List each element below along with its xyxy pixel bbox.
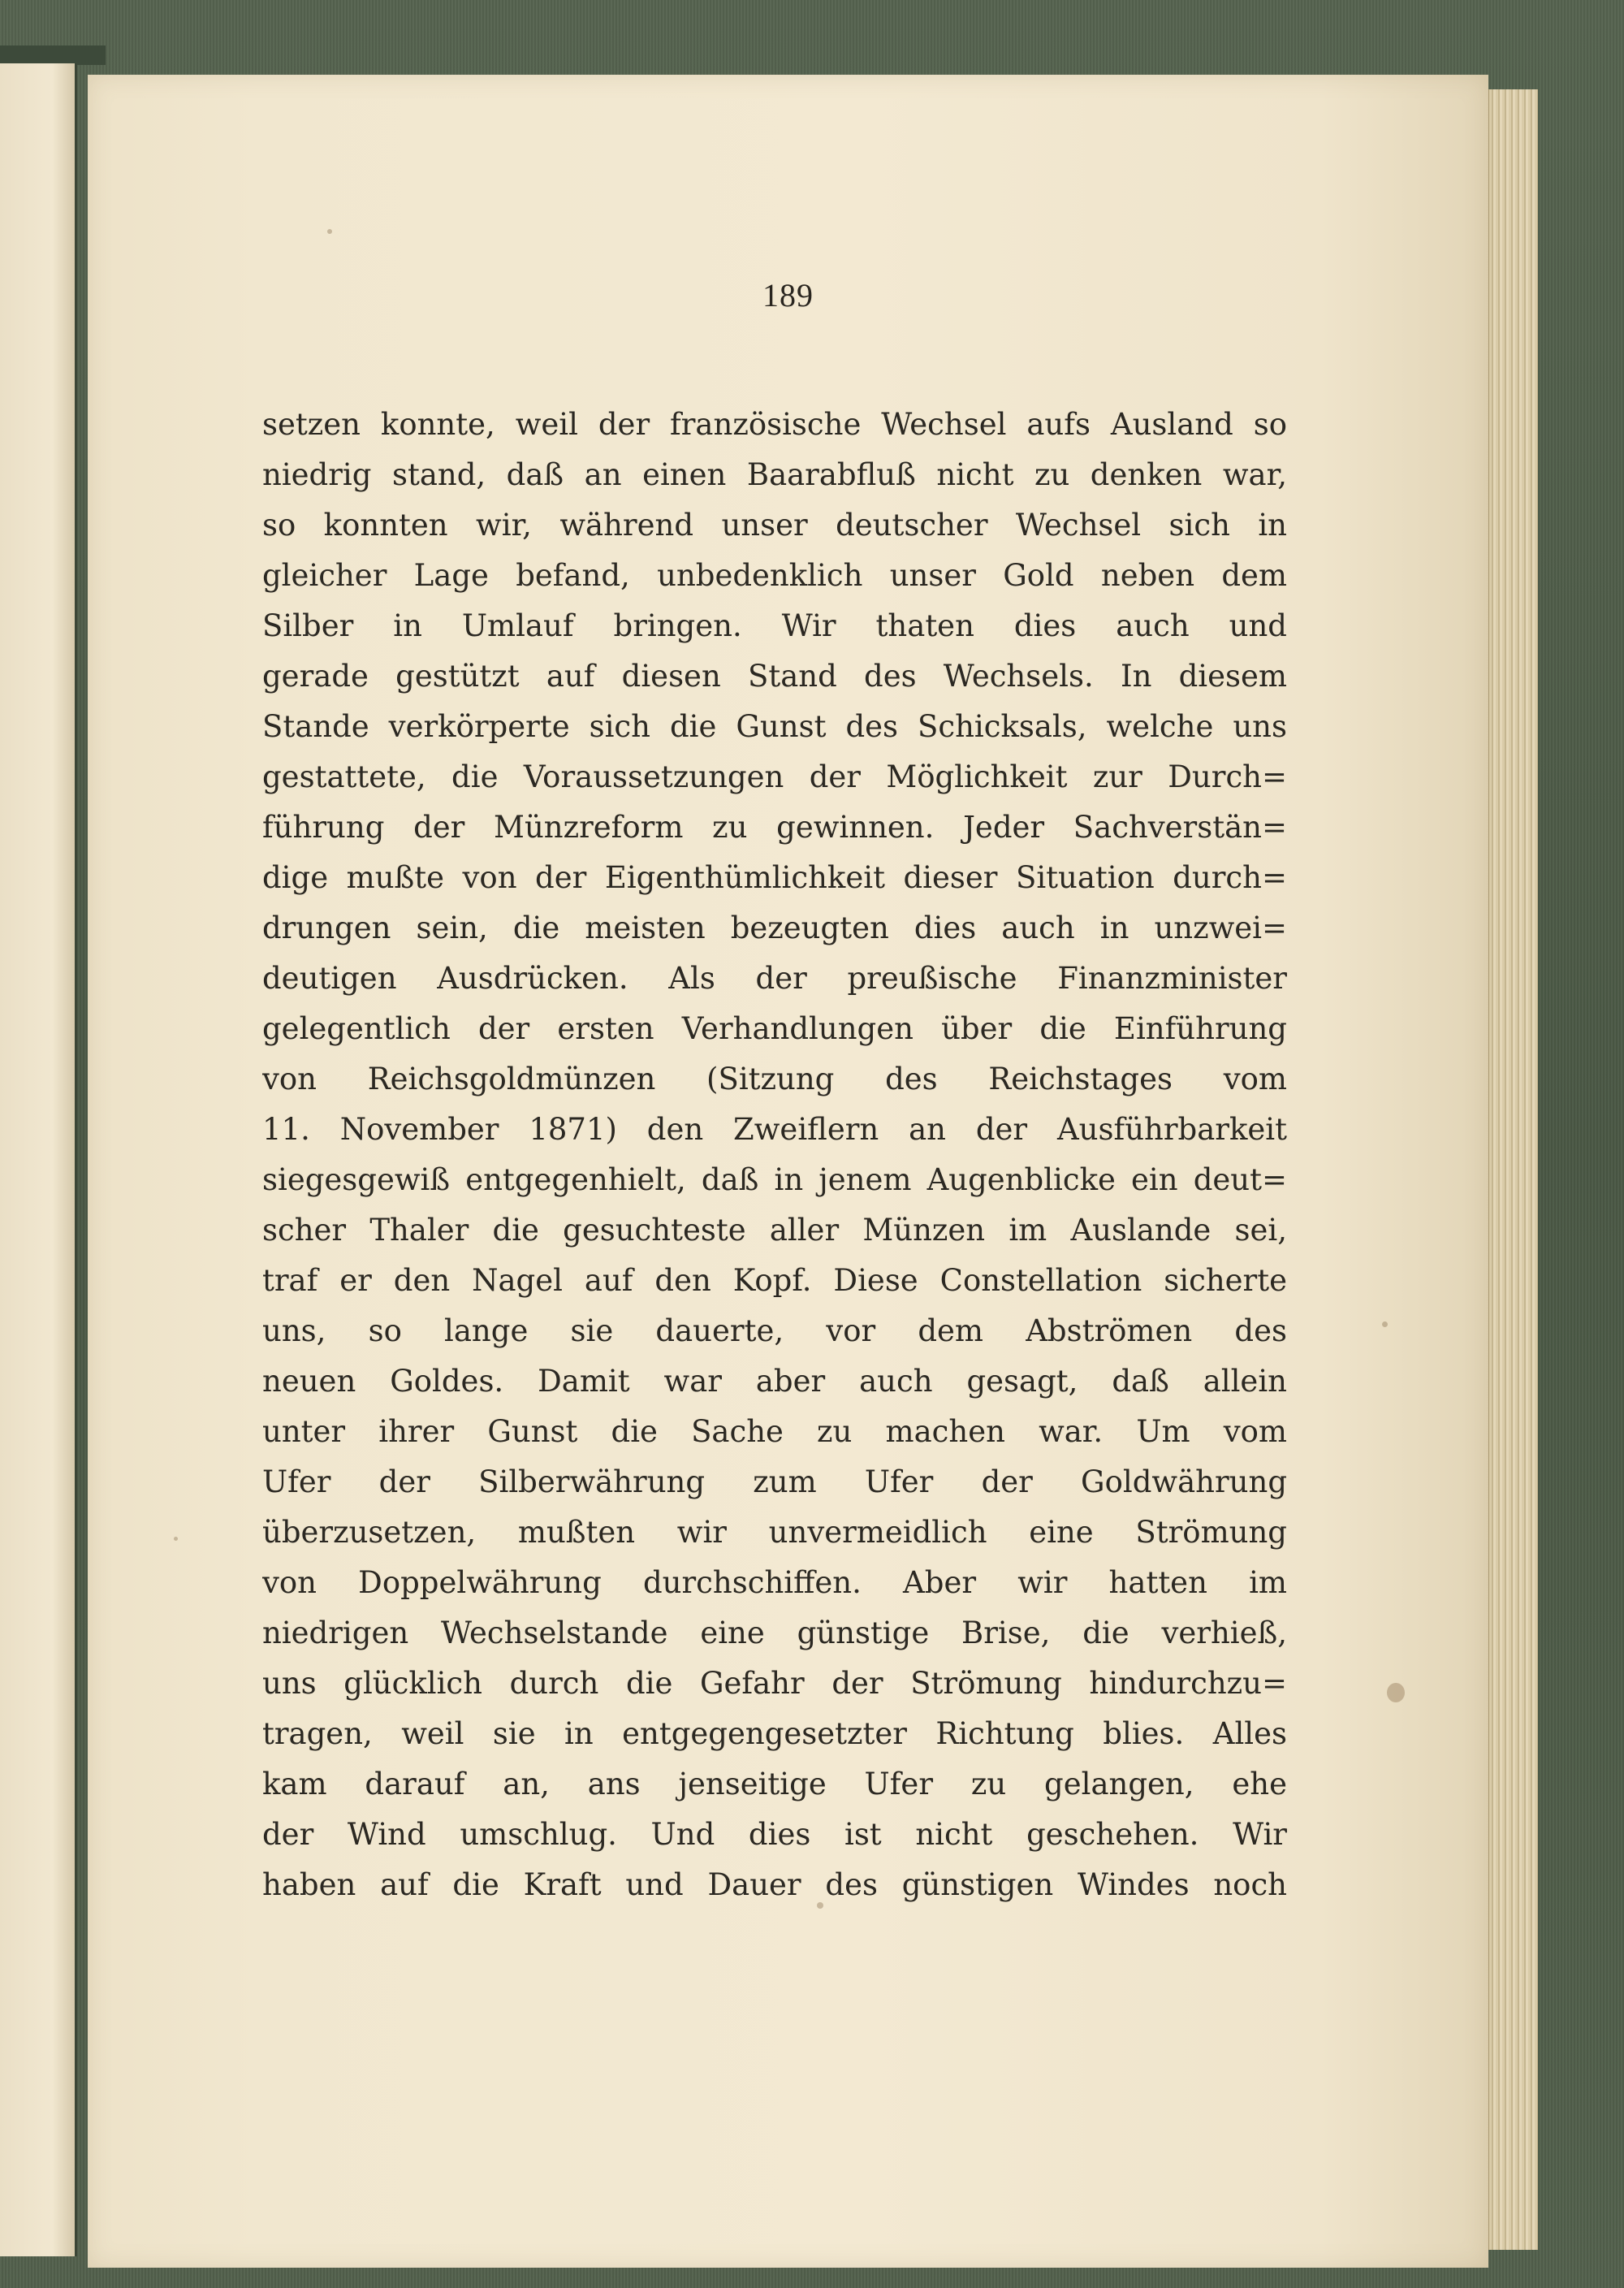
text-line: uns, so lange sie dauerte, vor dem Abströmen des bbox=[262, 1313, 1287, 1348]
text-line: siegesgewiß entgegenhielt, daß in jenem Augenblicke ein deut= bbox=[262, 1162, 1287, 1197]
text-line: gleicher Lage befand, unbedenklich unser Gold neben dem bbox=[262, 558, 1287, 593]
text-line: dige mußte von der Eigenthümlichkeit dieser Situation durch= bbox=[262, 860, 1287, 895]
text-line: uns glücklich durch die Gefahr der Strömung hindurchzu= bbox=[262, 1666, 1287, 1701]
text-line: neuen Goldes. Damit war aber auch gesagt, daß allein bbox=[262, 1364, 1287, 1399]
text-line: unter ihrer Gunst die Sache zu machen war. Um vom bbox=[262, 1414, 1287, 1449]
text-line: gelegentlich der ersten Verhandlungen über die Einführung bbox=[262, 1011, 1287, 1046]
paper-speck bbox=[174, 1537, 178, 1541]
text-line: der Wind umschlug. Und dies ist nicht geschehen. Wir bbox=[262, 1817, 1287, 1852]
text-line: von Doppelwährung durchschiffen. Aber wir hatten im bbox=[262, 1565, 1287, 1600]
text-line: tragen, weil sie in entgegengesetzter Richtung blies. Alles bbox=[262, 1716, 1287, 1751]
text-line: niedrigen Wechselstande eine günstige Brise, die verhieß, bbox=[262, 1615, 1287, 1650]
text-line: niedrig stand, daß an einen Baarabfluß nicht zu denken war, bbox=[262, 457, 1287, 492]
text-line: scher Thaler die gesuchteste aller Münzen im Auslande sei, bbox=[262, 1213, 1287, 1248]
text-line: drungen sein, die meisten bezeugten dies auch in unzwei= bbox=[262, 910, 1287, 945]
text-line: überzusetzen, mußten wir unvermeidlich eine Strömung bbox=[262, 1515, 1287, 1550]
paper-speck bbox=[1382, 1321, 1388, 1327]
text-line: 11. November 1871) den Zweiflern an der Ausführbarkeit bbox=[262, 1112, 1287, 1147]
text-line: Ufer der Silberwährung zum Ufer der Goldwährung bbox=[262, 1464, 1287, 1499]
text-line: deutigen Ausdrücken. Als der preußische Finanzminister bbox=[262, 961, 1287, 996]
previous-page-edge bbox=[0, 63, 77, 2256]
text-line: haben auf die Kraft und Dauer des günstigen Windes noch bbox=[262, 1867, 1287, 1902]
text-line: kam darauf an, ans jenseitige Ufer zu gelangen, ehe bbox=[262, 1767, 1287, 1801]
text-line: gestattete, die Voraussetzungen der Möglichkeit zur Durch= bbox=[262, 759, 1287, 794]
text-line: von Reichsgoldmünzen (Sitzung des Reichstages vom bbox=[262, 1062, 1287, 1096]
text-line: Silber in Umlauf bringen. Wir thaten dies auch und bbox=[262, 608, 1287, 643]
text-line: Stande verkörperte sich die Gunst des Schicksals, welche uns bbox=[262, 709, 1287, 744]
text-line: setzen konnte, weil der französische Wechsel aufs Ausland so bbox=[262, 407, 1287, 442]
text-line: gerade gestützt auf diesen Stand des Wechsels. In diesem bbox=[262, 659, 1287, 694]
paper-speck bbox=[327, 229, 332, 234]
body-text bbox=[262, 400, 1287, 1910]
page-block-edge bbox=[1488, 89, 1538, 2250]
text-line: so konnten wir, während unser deutscher Wechsel sich in bbox=[262, 508, 1287, 543]
book-cover-edge bbox=[0, 45, 106, 65]
text-line: führung der Münzreform zu gewinnen. Jeder Sachverstän= bbox=[262, 810, 1287, 845]
text-line: traf er den Nagel auf den Kopf. Diese Constellation sicherte bbox=[262, 1263, 1287, 1298]
book-page bbox=[88, 75, 1488, 2268]
page-number: 189 bbox=[762, 277, 814, 314]
paper-stain bbox=[1387, 1683, 1405, 1702]
